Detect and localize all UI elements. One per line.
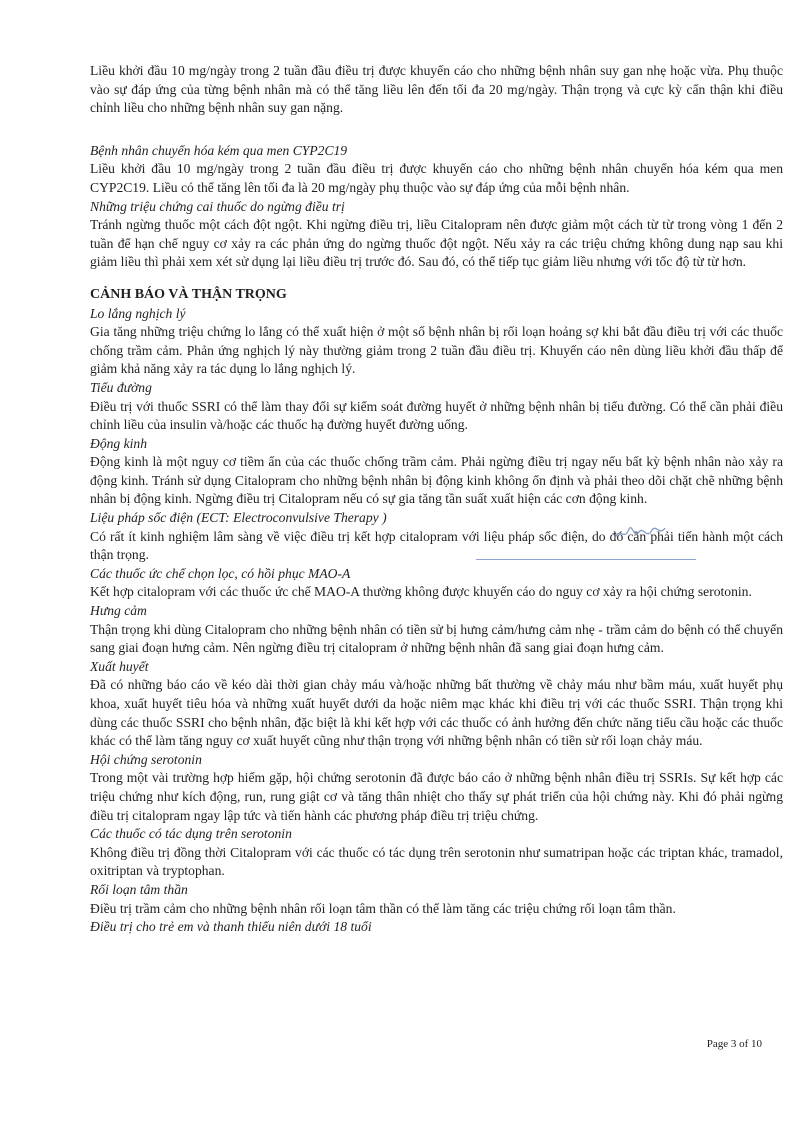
section-heading-withdrawal: Những triệu chứng cai thuốc do ngừng điều trị: [90, 198, 345, 214]
section-text-maoa: Kết hợp citalopram với các thuốc ức chế MAO-A thường không được khuyến cáo do nguy cơ xảy ra hội chứng serotonin.: [90, 584, 752, 600]
section-text-mania: Thận trọng khi dùng Citalopram cho những bệnh nhân có tiền sử bị hưng cảm/hưng cảm nhẹ - trầm cảm do bệnh có thể chuyển sang giai đoạn hưng cảm. Nên ngừng điều trị citalopram ở những bệnh nhân đã sang giai đoạn hưng cảm.: [90, 621, 783, 656]
intro-paragraph: Liều khởi đầu 10 mg/ngày trong 2 tuần đầu điều trị được khuyến cáo cho những bệnh nhân suy gan nhẹ hoặc vừa. Phụ thuộc vào sự đáp ứng của từng bệnh nhân mà có thể tăng liều lên đến tối đa 20 mg/ngày. Thận trọng và cực kỳ cẩn thận khi điều chỉnh liều cho những bệnh nhân suy gan nặng.: [90, 63, 783, 116]
section-text-serotonergic: Không điều trị đồng thời Citalopram với các thuốc có tác dụng trên serotonin như sumatripan hoặc các triptan khác, tramadol, oxitriptan và tryptophan.: [90, 844, 783, 879]
section-heading-bleeding: Xuất huyết: [90, 658, 149, 674]
section-heading-maoa: Các thuốc ức chế chọn lọc, có hồi phục MAO-A: [90, 565, 351, 581]
section-heading-mania: Hưng cảm: [90, 603, 147, 619]
section-text-bleeding: Đã có những báo cáo về kéo dài thời gian chảy máu và/hoặc những bất thường về chảy máu như bầm máu, xuất huyết phụ khoa, xuất huyết tiêu hóa và những xuất huyết dưới da hoặc niêm mạc khác khi điều trị với các thuốc SSRI. Thận trọng khi dùng các thuốc SSRI cho bệnh nhân, đặc biệt là khi kết hợp với các thuốc có ảnh hưởng đến chức năng tiểu cầu hoặc các thuốc khác có thể làm tăng nguy cơ xuất huyết cũng như thận trọng với những bệnh nhân có tiền sử rối loạn chảy máu.: [90, 677, 783, 749]
section-text-psychosis: Điều trị trầm cảm cho những bệnh nhân rối loạn tâm thần có thể làm tăng các triệu chứng rối loạn tâm thần.: [90, 900, 676, 916]
handwritten-signature: [612, 520, 668, 544]
section-heading-pediatric: Điều trị cho trẻ em và thanh thiếu niên dưới 18 tuổi: [90, 919, 372, 935]
section-heading-anxiety: Lo lắng nghịch lý: [90, 305, 186, 321]
warnings-title: CẢNH BÁO VÀ THẬN TRỌNG: [90, 286, 287, 302]
document-body: [90, 62, 783, 937]
section-text-seizures: Động kinh là một nguy cơ tiềm ẩn của các thuốc chống trầm cảm. Phải ngừng điều trị ngay nếu bất kỳ bệnh nhân nào xảy ra động kinh. Tránh sử dụng Citalopram cho những bệnh nhân bị động kinh không ổn định và phải theo dõi chặt chẽ những bệnh nhân bị động kinh. Ngừng điều trị Citalopram nếu có sự gia tăng tần suất xuất hiện các cơn động kinh.: [90, 454, 783, 507]
section-heading-serotonergic: Các thuốc có tác dụng trên serotonin: [90, 826, 292, 842]
page-number: Page 3 of 10: [706, 1038, 762, 1050]
section-text-diabetes: Điều trị với thuốc SSRI có thể làm thay đổi sự kiểm soát đường huyết ở những bệnh nhân bị tiểu đường. Có thể cần phải điều chỉnh liều của insulin và/hoặc các thuốc hạ đường huyết đường uống.: [90, 398, 783, 433]
section-heading-cyp2c19: Bệnh nhân chuyển hóa kém qua men CYP2C19: [90, 142, 348, 158]
section-text-ect: Có rất ít kinh nghiệm lâm sàng về việc điều trị kết hợp citalopram với liệu pháp sốc điện, do đó cần phải tiến hành một cách thận trọng.: [90, 528, 783, 563]
section-heading-psychosis: Rối loạn tâm thần: [90, 881, 188, 897]
section-text-cyp2c19: Liều khởi đầu 10 mg/ngày trong 2 tuần đầu điều trị được khuyến cáo cho những bệnh nhân chuyển hóa kém qua men CYP2C19. Liều có thể tăng lên tối đa là 20 mg/ngày phụ thuộc vào sự đáp ứng của mỗi bệnh nhân.: [90, 161, 783, 195]
section-text-withdrawal: Tránh ngừng thuốc một cách đột ngột. Khi ngừng điều trị, liều Citalopram nên được giảm một cách từ từ trong vòng 1 đến 2 tuần để hạn chế nguy cơ xảy ra các phản ứng do ngừng thuốc đột ngột. Nếu xảy ra các triệu chứng không dung nạp sau khi giảm liều thì phải xem xét sử dụng lại liều điều trị trước đó. Sau đó, có thể tiếp tục giảm liều nhưng với tốc độ từ từ hơn.: [90, 217, 783, 270]
signature-line: [476, 559, 696, 560]
section-heading-seizures: Động kinh: [90, 435, 148, 451]
section-text-serotonin-syndrome: Trong một vài trường hợp hiếm gặp, hội chứng serotonin đã được báo cáo ở những bệnh nhân điều trị SSRIs. Sự kết hợp các triệu chứng như kích động, run, rung giật cơ và tăng thân nhiệt cho thấy sự phát triển của hội chứng này. Khi đó phải ngừng điều trị citalopram ngay lập tức và tiến hành các phương pháp điều trị triệu chứng.: [90, 770, 783, 823]
section-heading-diabetes: Tiểu đường: [90, 379, 152, 395]
section-heading-serotonin-syndrome: Hội chứng serotonin: [90, 751, 202, 767]
section-text-anxiety: Gia tăng những triệu chứng lo lắng có thể xuất hiện ở một số bệnh nhân bị rối loạn hoảng sợ khi bắt đầu điều trị với các thuốc chống trầm cảm. Phản ứng nghịch lý này thường giảm trong 2 tuần đầu điều trị. Khuyến cáo nên dùng liều khởi đầu thấp để giảm khả năng xảy ra tác dụng lo lắng nghịch lý.: [90, 324, 783, 377]
section-heading-ect: Liệu pháp sốc điện (ECT: Electroconvulsive Therapy ): [90, 510, 387, 526]
